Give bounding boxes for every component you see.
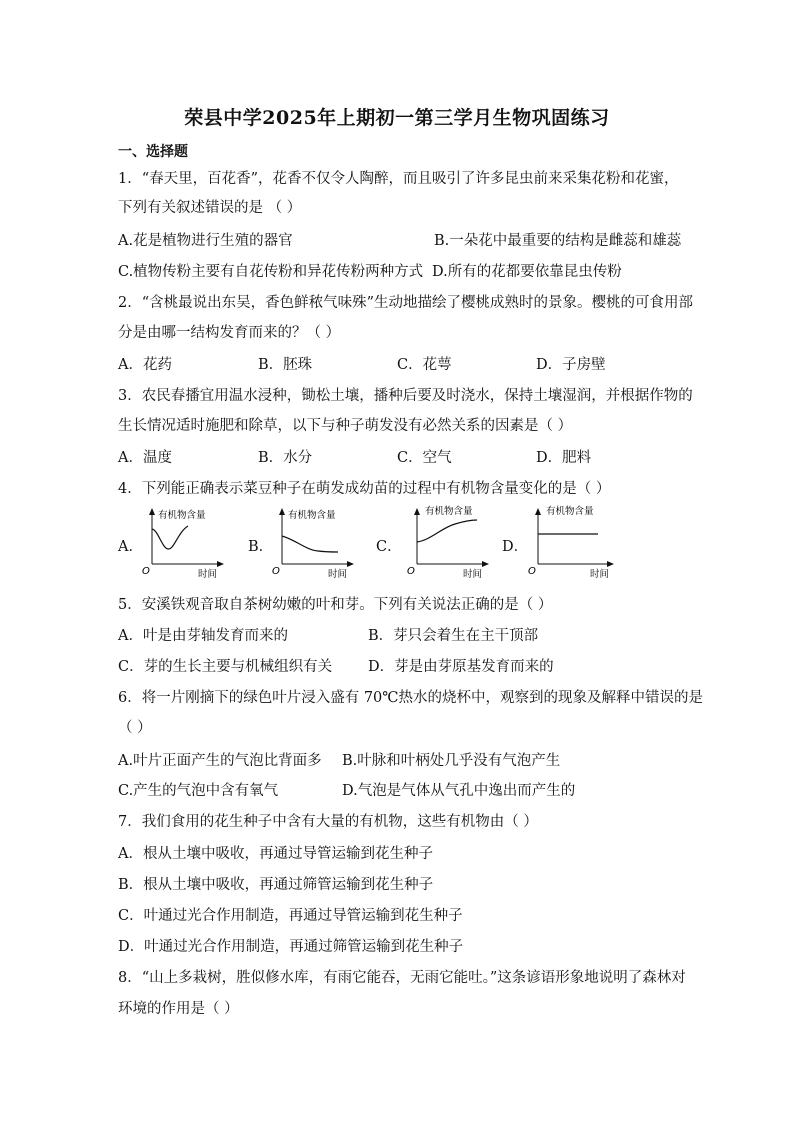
q2-option-a: A．花药 (118, 357, 172, 373)
q1-option-c: C.植物传粉主要有自花传粉和异花传粉两种方式 (118, 264, 424, 280)
q1-option-a: A.花是植物进行生殖的器官 (118, 233, 293, 249)
q2-option-d: D．子房壁 (536, 357, 606, 373)
q3-option-d: D．肥料 (536, 450, 592, 466)
q4-graph-d-xlabel: 时间 (590, 569, 610, 580)
q4-graph-b (270, 502, 360, 582)
page-title: 荣县中学2025年上期初一第三学月生物巩固练习 (184, 107, 610, 129)
q4-graph-d (526, 502, 621, 582)
q4-graph-a-curve (152, 526, 188, 549)
q7-option-b: B．根从土壤中吸收，再通过筛管运输到花生种子 (118, 877, 434, 893)
q4-graph-c-curve (417, 520, 477, 542)
q5-stem: 5．安溪铁观音取自茶树幼嫩的叶和芽。下列有关说法正确的是（ ） (118, 597, 553, 613)
q4-graph-c (405, 502, 495, 582)
q2-stem-line1: 2．“含桃最说出东吴，香色鲜秾气味殊”生动地描绘了樱桃成熟时的景象。樱桃的可食用部 (118, 295, 694, 311)
q8-stem-line2: 环境的作用是（ ） (118, 1001, 239, 1017)
q3-option-b: B．水分 (258, 450, 313, 466)
q5-option-d: D．芽是由芽原基发育而来的 (368, 659, 554, 675)
q4-graph-a-origin: O (142, 566, 150, 577)
q4-stem: 4．下列能正确表示菜豆种子在萌发成幼苗的过程中有机物含量变化的是（ ） (118, 481, 611, 497)
q4-graph-c-xlabel: 时间 (463, 569, 483, 580)
q2-option-b: B．胚珠 (258, 357, 313, 373)
q5-option-c: C．芽的生长主要与机械组织有关 (118, 659, 333, 675)
q6-stem-line2: （ ） (118, 720, 152, 736)
q4-graph-b-curve (282, 536, 338, 552)
q4-graph-d-origin: O (528, 566, 536, 577)
q4-graph-d-ylabel: 有机物含量 (546, 506, 594, 517)
q4-label-b: B． (248, 539, 274, 555)
q4-graph-a (140, 502, 230, 582)
q1-option-d: D.所有的花都要依靠昆虫传粉 (432, 264, 622, 280)
q4-label-a: A． (118, 539, 143, 555)
q3-stem-line1: 3．农民春播宜用温水浸种，锄松土壤，播种后要及时浇水，保持土壤湿润，并根据作物的 (118, 388, 693, 404)
q2-option-c: C．花萼 (397, 357, 452, 373)
q2-stem-line2: 分是由哪一结构发育而来的？（ ） (118, 325, 341, 341)
q7-option-a: A．根从土壤中吸收，再通过导管运输到花生种子 (118, 846, 433, 862)
q6-option-c: C.产生的气泡中含有氧气 (118, 783, 279, 799)
q4-label-c: C． (376, 539, 402, 555)
section-heading: 一、选择题 (118, 144, 188, 160)
q3-stem-line2: 生长情况适时施肥和除草，以下与种子萌发没有必然关系的因素是（ ） (118, 418, 573, 434)
q5-option-b: B．芽只会着生在主干顶部 (368, 628, 539, 644)
q8-stem-line1: 8．“山上多栽树，胜似修水库，有雨它能吞，无雨它能吐。”这条谚语形象地说明了森林对 (118, 970, 686, 986)
q3-option-c: C．空气 (397, 450, 452, 466)
q6-stem-line1: 6．将一片刚摘下的绿色叶片浸入盛有 70℃热水的烧杯中，观察到的现象及解释中错误的是 (118, 690, 704, 706)
q4-graph-a-ylabel: 有机物含量 (158, 510, 206, 521)
q4-graph-c-ylabel: 有机物含量 (425, 506, 473, 517)
q4-graph-c-origin: O (407, 566, 415, 577)
q6-option-d: D.气泡是气体从气孔中逸出而产生的 (342, 783, 576, 799)
q6-option-a: A.叶片正面产生的气泡比背面多 (118, 753, 322, 769)
q5-option-a: A．叶是由芽轴发育而来的 (118, 628, 288, 644)
q4-graph-b-ylabel: 有机物含量 (288, 510, 336, 521)
q1-option-b: B.一朵花中最重要的结构是雌蕊和雄蕊 (434, 233, 682, 249)
q6-option-b: B.叶脉和叶柄处几乎没有气泡产生 (342, 753, 561, 769)
q7-option-d: D．叶通过光合作用制造，再通过筛管运输到花生种子 (118, 939, 464, 955)
q4-graph-b-origin: O (272, 566, 280, 577)
q7-stem: 7．我们食用的花生种子中含有大量的有机物，这些有机物由（ ） (118, 814, 538, 830)
q4-graph-a-xlabel: 时间 (198, 569, 218, 580)
q3-option-a: A．温度 (118, 450, 172, 466)
q4-graph-b-xlabel: 时间 (328, 569, 348, 580)
q1-stem-line2: 下列有关叙述错误的是 （ ） (118, 200, 302, 216)
q1-stem-line1: 1．“春天里，百花香”，花香不仅令人陶醉，而且吸引了许多昆虫前来采集花粉和花蜜， (118, 171, 679, 187)
q7-option-c: C．叶通过光合作用制造，再通过导管运输到花生种子 (118, 908, 463, 924)
q4-label-d: D． (502, 539, 529, 555)
